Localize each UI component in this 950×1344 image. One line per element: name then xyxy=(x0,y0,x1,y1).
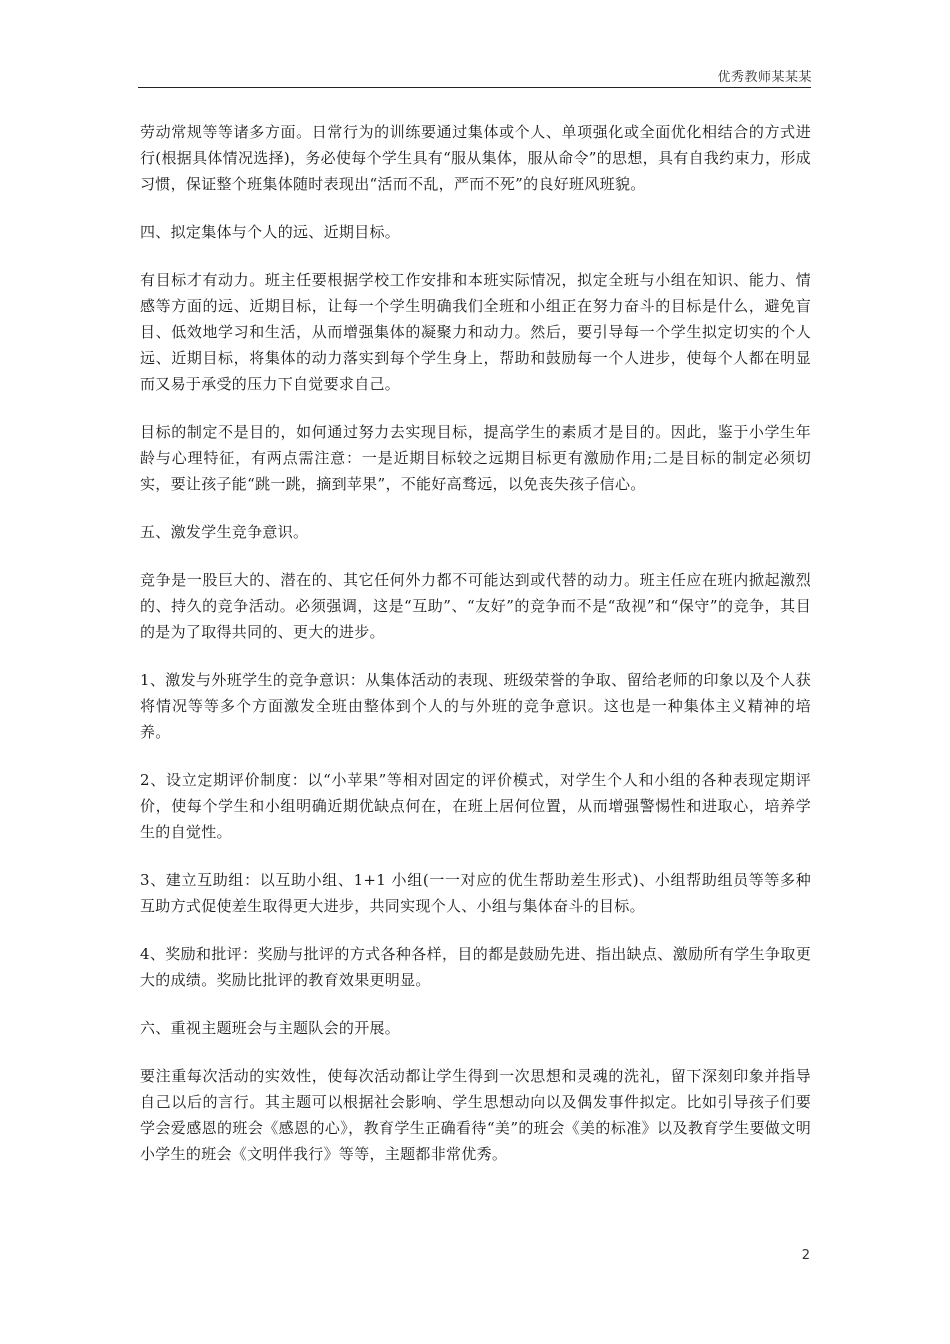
section-heading: 六、重视主题班会与主题队会的开展。 xyxy=(140,1019,401,1037)
page-number: 2 xyxy=(801,1248,810,1263)
list-item: 4、奖励和批评：奖励与批评的方式各种各样，目的都是鼓励先进、指出缺点、激励所有学生争取更大的成绩。奖励比批评的教育效果更明显。 xyxy=(140,945,811,989)
page-header-text: 优秀教师某某某 xyxy=(717,70,812,85)
header-rule xyxy=(138,87,811,88)
paragraph: 有目标才有动力。班主任要根据学校工作安排和本班实际情况，拟定全班与小组在知识、能力、情感等方面的远、近期目标，让每一个学生明确我们全班和小组正在努力奋斗的目标是什么，避免盲目、低效地学习和生活，从而增强集体的凝聚力和动力。然后，要引导每一个学生拟定切实的个人远、近期目标，将集体的动力落实到每个学生身上，帮助和鼓励每一个人进步，使每个人都在明显而又易于承受的压力下自觉要求自己。 xyxy=(140,271,811,393)
list-item: 1、激发与外班学生的竞争意识：从集体活动的表现、班级荣誉的争取、留给老师的印象以及个人获将情况等等多个方面激发全班由整体到个人的与外班的竞争意识。这也是一种集体主义精神的培养。 xyxy=(140,671,811,741)
document-body xyxy=(140,119,811,1189)
paragraph: 竞争是一股巨大的、潜在的、其它任何外力都不可能达到或代替的动力。班主任应在班内掀起激烈的、持久的竞争活动。必须强调，这是“互助”、“友好”的竞争而不是“敌视”和“保守”的竞争，其目的是为了取得共同的、更大的进步。 xyxy=(140,571,811,641)
paragraph: 目标的制定不是目的，如何通过努力去实现目标，提高学生的素质才是目的。因此，鉴于小学生年龄与心理特征，有两点需注意：一是近期目标较之远期目标更有激励作用;二是目标的制定必须切实，要让孩子能“跳一跳，摘到苹果”，不能好高骛远，以免丧失孩子信心。 xyxy=(140,423,811,493)
list-item: 3、建立互助组：以互助小组、1+1 小组(一一对应的优生帮助差生形式)、小组帮助组员等等多种互助方式促使差生取得更大进步，共同实现个人、小组与集体奋斗的目标。 xyxy=(140,871,811,915)
section-heading: 四、拟定集体与个人的远、近期目标。 xyxy=(140,223,401,241)
paragraph: 劳动常规等等诸多方面。日常行为的训练要通过集体或个人、单项强化或全面优化相结合的方式进行(根据具体情况选择)，务必使每个学生具有“服从集体，服从命令”的思想，具有自我约束力，形成习惯，保证整个班集体随时表现出“活而不乱，严而不死”的良好班风班貌。 xyxy=(140,123,811,193)
list-item: 2、设立定期评价制度：以“小苹果”等相对固定的评价模式，对学生个人和小组的各种表现定期评价，使每个学生和小组明确近期优缺点何在，在班上居何位置，从而增强警惕性和进取心，培养学生的自觉性。 xyxy=(140,771,811,841)
paragraph: 要注重每次活动的实效性，使每次活动都让学生得到一次思想和灵魂的洗礼，留下深刻印象并指导自己以后的言行。其主题可以根据社会影响、学生思想动向以及偶发事件拟定。比如引导孩子们要学会爱感恩的班会《感恩的心》，教育学生正确看待“美”的班会《美的标准》以及教育学生要做文明小学生的班会《文明伴我行》等等，主题都非常优秀。 xyxy=(140,1067,811,1163)
section-heading: 五、激发学生竞争意识。 xyxy=(140,523,309,541)
